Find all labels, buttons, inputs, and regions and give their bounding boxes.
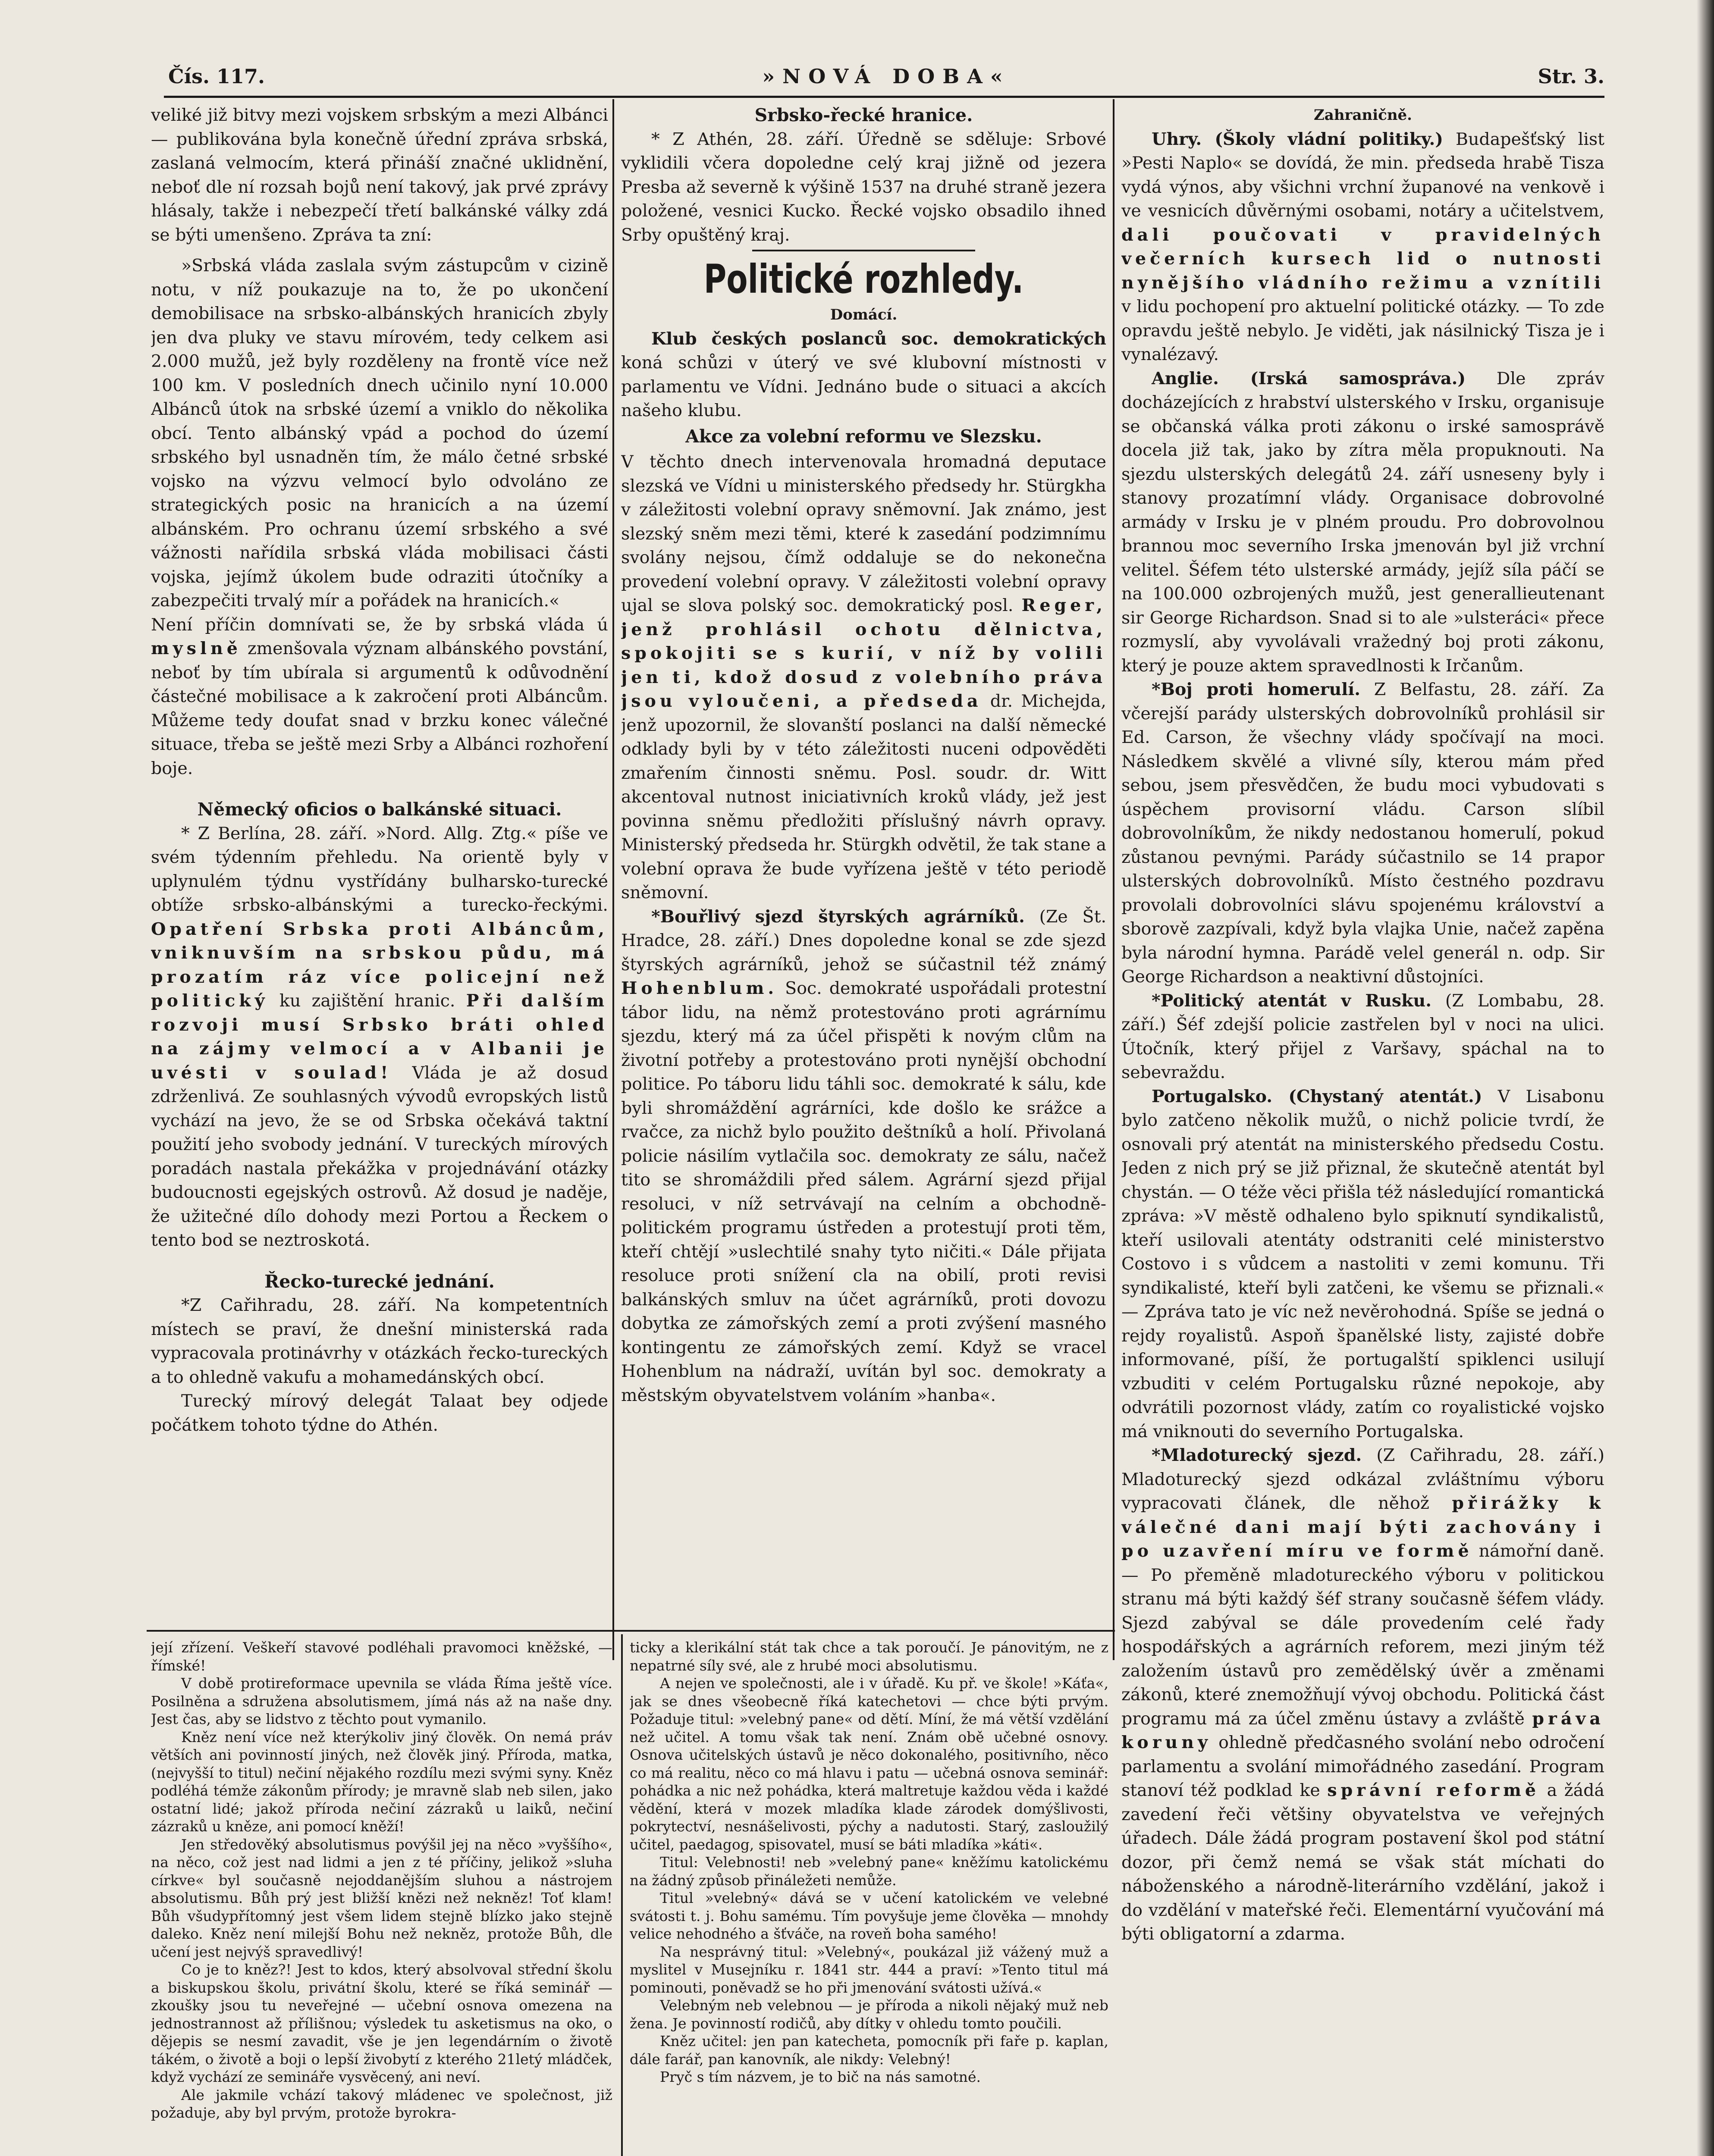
homerule-report xyxy=(1121,678,1604,989)
subsection-foreign: Zahraničně. xyxy=(1313,107,1413,124)
issue-number: Čís. 117. xyxy=(168,65,265,88)
portugal-text: V Lisabonu bylo zatčeno několik mužů, o nichž policie tvrdí, že osnovali prý atentát na ministerského předsedu Costu. Jeden z nich prý se již přiznal, že skutečně atentát byl chystán. — O téže věci přišla též následující romantická zpráva: »V městě odhaleno bylo spiknutí syndikalistů, kteří usilovali atentáty odstraniti celé ministerstvo Costovo i s vůdcem a nastoliti v zemi komunu. Tři syndikalisté, kteří byli zatčeni, ke všemu se přiznali.« — Zpráva tato je víc než nevěrohodná. Spíše se jedná o rejdy royalistů. Aspoň španělské listy, zajisté dobře informované, píší, že portugalští spiklenci usilují vzbuditi v celém Portugalsku různé nepokoje, aby odvrátili pozornost vlády, zatím co royalistické vojsko má vniknouti do severního Portugalska. xyxy=(1121,1086,1604,1442)
england-heading: Anglie. (Irská samospráva.) xyxy=(1152,368,1466,389)
talaat-report: Turecký mírový delegát Talaat bey odjede počátkem tohoto týdne do Athén. xyxy=(151,1391,608,1435)
feuilleton-r1: ticky a klerikální stát tak chce a tak poroučí. Je pánovitým, ne z nepatrné síly své, ale z hrubé moci absolutismu. xyxy=(630,1639,1108,1674)
silesia-report xyxy=(621,450,1106,905)
england-text: Dle zpráv docházejících z hrabství ulsterského v Irsku, organisuje se občanská válka proti zákonu o irské samosprávě docela již tak, jako by zítra měla propuknouti. Na sjezdu ulsterských delegátů 24. září usneseny byly i stanovy prozatímní vlády. Organisace dobrovolné armády v Irsku je v plném proudu. Pro dobrovolnou brannou moc severního Irska jmenován byl již vrchní velitel. Šéfem této ulsterské armády, jejíž síla páčí se na 100.000 ozbrojených mužů, jest generallieutenant sir George Richardson. Snad si to ale »ulsteráci« přece rozmyslí, aby vyvolávali vražedný boj proti zákonu, který je pouze aktem spravedlnosti k Irčanům. xyxy=(1121,368,1604,676)
club-heading: Klub českých poslanců soc. demokratických xyxy=(651,329,1106,349)
young-turk-text-4: a žádá zavedení řeči většiny obyvatelstva ve veřejných úřadech. Dále žádá program postavení škol pod státní dozor, při čemž nemá se však stát míchati do náboženského a národně-literárního vzdělání, jakož i do vzdělání v mateřské řeči. Elementární vyučování má býti obligatorní a zdarma. xyxy=(1121,1780,1604,1944)
commentary-start: Není příčin domnívati se, že by srbská vláda ú xyxy=(151,614,608,635)
england-report xyxy=(1121,367,1604,678)
subsection-domestic: Domácí. xyxy=(830,306,898,323)
feuilleton-p4: Jen středověký absolutismus povýšil jej na něco »vyššího«, na něco, což jest nad lidmi a jen z té příčiny, jelikož »sluha církve« byl současně nejoddanějším sluhou a nástrojem absolutismu. Bůh prý jest bližší knězi než nekněz! Toť klam! Bůh všudypřítomný jest všem lidem stejně blízko jako stejně daleko. Kněz není milejší Bohu než nekněz, protože Bůh, dle učení jest nejvýš spravedlivý! xyxy=(151,1836,612,1960)
feuilleton-p3: Kněz není více než kterýkoliv jiný člověk. On nemá práv větších ani povinností jiných, než člověk jiný. Příroda, matka, (nejvyšší to titul) nečiní nějakého rozdílu mezi svými syny. Kněz podléhá témže zákonům přírody; je mravně slab neb silen, jako ostatní lidé; jakož příroda nečiní zázraků u laiků, nečiní zázraků u kněze, ani pomocí kněží! xyxy=(151,1728,612,1835)
page-header xyxy=(168,65,1604,95)
hungary-emph: dali poučovati v pravidelných večerních kursech lid o nutnosti nynějšího vládního režimu a vznítili xyxy=(1121,225,1604,293)
agrarian-text-end: Soc. demokraté uspořádali protestní tábor lidu, na němž protestováno proti agrárnímu sjezdu, který má za účel přispěti k novým clům na životní potřeby a protestováno proti nynější obchodní politice. Po táboru lidu táhli soc. demokraté k sálu, kde byli shromáždění agrárníci, kde došlo ke srážce a rvačce, za nichž bylo použito deštníků a holí. Přivolaná policie násilím vytlačila soc. demokraty ze sálu, načež tito se shromáždili před sálem. Agrární sjezd přijal resoluci, v níž setrvávají na celním a obchodně-politickém programu ústředen a protestují proti těm, kteří chtějí »uslechtilé snahy tyto ničiti.« Dále přijata resoluce proti snížení cla na obilí, proti revisi balkánských smluv na účet agrárníků, proti dovozu dobytka ze zámořských zemí a proti zvýšení masného kontingentu ze zámořských zemí. Když se vracel Hohenblum na nádraží, uvítán byl soc. demokraty a městským obyvatelstvem voláním »hanba«. xyxy=(621,978,1106,1405)
young-turk-report xyxy=(1121,1444,1604,1946)
young-turk-emph-1: přirážky k válečné dani mají býti zachovány i po uzavření míru ve formě xyxy=(1121,1493,1604,1561)
berlin-report-end: Vláda je až dosud zdrženlivá. Ze souhlasných vývodů evropských listů vychází na jevo, že se od Srbska očekává taktní použití jeho svobody jednání. xyxy=(151,1062,608,1154)
feuilleton-p2: V době protireformace upevnila se vláda Říma ještě více. Posilněna a sdružena absolutismem, jímá nás až na naše dny. Jest čas, aby se lidstvo z těchto pout vymanilo. xyxy=(151,1675,612,1727)
heading-silesia-reform: Akce za volební reformu ve Slezsku. xyxy=(685,426,1042,447)
separator xyxy=(752,250,976,251)
agrarian-report xyxy=(621,905,1106,1408)
article-continuation: veliké již bitvy mezi vojskem srbským a mezi Albánci — publikována byla konečně úřední zpráva srbská, zaslaná velmocím, která přináší značné uklidnění, neboť dle ní rozsah bojů není takový, jak prvé zprávy hlásaly, takže i nebezpečí třetí balkánské války zdá se býti umenšeno. Zpráva ta zní: xyxy=(151,105,608,245)
section-title-political: Politické rozhledy. xyxy=(703,256,1024,302)
feuilleton-r8: Pryč s tím názvem, je to bič na nás samotné. xyxy=(660,2068,981,2085)
scan-edge-shadow xyxy=(1697,0,1714,2156)
column-rule-1 xyxy=(612,99,614,1660)
feuilleton-r2: A nejen ve společnosti, ale i v úřadě. Ku př. ve škole! »Káťa«, jak se dnes všeobecně říká katechetovi — chce býti prvým. Požaduje titul: »velebný pane« od dětí. Míní, že má větší vzdělání než učitel. A tomu však tak není. Znám obě učebné osnovy. Osnova učitelských ústavů je něco dokonalého, positivního, něco co má realitu, něco co má hlavu i patu — učebná osnova seminář: pohádka a nic než pohádka, která maltretuje každou věda i každé vědění, která v mozek mladíka klade zárodek domýšlivosti, pokrytectví, nesnášelivosti, pýchy a nadutosti. Starý, zasloužilý učitel, paedagog, spisovatel, musí se báti mladíka »káti«. xyxy=(630,1675,1108,1853)
portugal-heading: Portugalsko. (Chystaný atentát.) xyxy=(1152,1086,1482,1106)
left-column xyxy=(151,103,608,1626)
club-report xyxy=(621,327,1106,423)
feuilleton-r7: Kněz učitel: jen pan katecheta, pomocník při faře p. kaplan, dále farář, pan kanovník, ale nikdy: Velebný! xyxy=(630,2033,1108,2068)
russia-report xyxy=(1121,989,1604,1085)
portugal-report xyxy=(1121,1085,1604,1444)
homerule-heading: *Boj proti homerulí. xyxy=(1152,680,1360,699)
feuilleton-p5: Co je to kněz?! Jest to kdos, který absolvoval střední školu a biskupskou školu, privátní školu, které se říká seminář — zkoušky jsou tu neveřejné — učební osnova omezena na jednostrannost až přílišnou; výsledek tu asketismus na oko, o dějepis se nesmí zavadit, vše je jen legendárním o životě tákém, o životě a boji o lepší živobytí z kterého 21letý mládček, když vychází ze semináře vysvěcený, ani neví. xyxy=(151,1961,612,2085)
heading-serbian-greek-border: Srbsko-řecké hranice. xyxy=(754,105,973,125)
young-turk-text-2: námořní daně. — Po přeměně mladotureckého výboru v politickou stranu má býti každý šéf strany současně šéfem vlády. Sjezd zabýval se dále provedením celé řady hospodářských a agrárních reforem, mezi jiným též založením ústavů pro zemědělský úvěr a změnami zákonů, které znemožňují vývoj obchodu. Politická část programu má za účel změnu ústavy a zvláště xyxy=(1121,1541,1604,1729)
silesia-text-end: dr. Michejda, jenž upozornil, že slovanští poslanci na další německé odklady byli by v této záležitosti nuceni odpověděti zmařením činnosti sněmu. Posl. soudr. dr. Witt akcentoval nutnost iniciativních kroků vlády, jež jest povinna sněmu předložiti příslušný návrh opravy. Ministerský předseda hr. Stürgkh odvětil, že tak stane a volební oprava že bude vyřízena ještě v této periodě sněmovní. xyxy=(621,691,1106,903)
heading-german-official: Německý oficios o balkánské situaci. xyxy=(197,799,562,820)
heading-greek-turkish: Řecko-turecké jednání. xyxy=(264,1271,495,1292)
silesia-emph: Reger, jenž prohlásil ochotu dělnictva, spokojiti se s kurií, v níž by volili jen ti, kdož dosud z volebního práva jsou vyloučeni, a předseda xyxy=(621,595,1106,711)
agrarian-emph: Hohenblum. xyxy=(621,978,778,998)
silesia-text: V těchto dnech intervenovala hromadná deputace slezská ve Vídni u ministerského předsedy hr. Stürgkha v záležitosti volební opravy sněmovní. Jak známo, jest slezský sněm mezi těmi, které k zasedání podzimnímu svolány nejsou, čímž oddaluje se do nekonečna provedení volební opravy. V záležitosti volební opravy ujal se slova polský soc. demokratický posl. xyxy=(621,452,1106,615)
young-turk-emph-2: práva koruny xyxy=(1121,1708,1604,1752)
serbian-note: »Srbská vláda zaslala svým zástupcům v cizině notu, v níž poukazuje na to, že po ukončení demobilisace na srbsko-albánských hranicích zbyly jen dva pluky ve stavu mírovém, tedy celkem asi 2.000 mužů, jež byly rozděleny na frontě více než 100 km. V posledních dnech učinilo nyní 10.000 Albánců útok na srbské území a vniklo do několika obcí. Tento albánský vpád a pochod do území srbského byl usnadněn tím, že málo četné srbské vojsko na výzvu velmocí bylo odvoláno ze strategických posic na hranicích a na území albánském. Pro ochranu území srbského a své vážnosti nařídila srbská vláda mobilisaci části vojska, jejímž úkolem bude odraziti útočníky a zabezpečiti trvalý mír a pořádek na hranicích.« xyxy=(151,256,608,611)
young-turk-text-3: ohledně předčasného svolání nebo odročení parlamentu a svolání mimořádného zasedání. Program stanoví též podklad ke xyxy=(1121,1733,1604,1800)
young-turk-emph-3: správní reformě xyxy=(1327,1780,1540,1800)
agrarian-heading: *Bouřlivý sjezd štyrských agrárníků. xyxy=(651,906,1025,927)
commentary-emph: myslně xyxy=(151,639,242,658)
header-rule xyxy=(164,96,1604,98)
feuilleton-left xyxy=(151,1639,612,2156)
feuilleton-column-rule xyxy=(621,1634,623,2156)
feuilleton-p6: Ale jakmile vchází takový mládenec ve společnost, již požaduje, aby byl prvým, protože byrokra- xyxy=(151,2086,612,2121)
feuilleton-p1: její zřízení. Veškeří stavové podléhali pravomoci kněžské, — římské! xyxy=(151,1639,612,1674)
page-number: Str. 3. xyxy=(1538,65,1604,88)
feuilleton-r4: Titul »velebný« dává se v učení katolickém ve velebné svátosti t. j. Bohu samému. Tím povyšuje jeme člověka — mnohdy velice nehodného a šťváče, na roveň boha samého! xyxy=(630,1890,1108,1942)
commentary xyxy=(151,613,608,781)
middle-column xyxy=(621,103,1106,1626)
athens-report: * Z Athén, 28. září. Úředně se sděluje: Srbové vyklidili včera dopoledne celý kraj jižně od jezera Presba až severně k výšině 1537 na druhé straně jezera položené, vesnici Kucko. Řecké vojsko obsadilo ihned Srby opuštěný kraj. xyxy=(621,129,1106,245)
commentary-rest: zmenšovala význam albánského povstání, neboť by tím ubírala si argumentů k odůvodnění částečné mobilisace a k zakročení proti Albáncům. Můžeme tedy doufat snad v brzku konec válečné situace, třeba se ještě mezi Srby a Albánci rozhoření boje. xyxy=(151,639,608,778)
young-turk-heading: *Mladoturecký sjezd. xyxy=(1152,1445,1362,1465)
hungary-heading: Uhry. (Školy vládní politiky.) xyxy=(1152,129,1443,149)
berlin-report-islands: V tureckých mírových poradách nastala překážka v projednávání otázky budoucnosti egejských ostrovů. Až dosud je naděje, že užitečné dílo dohody mezi Portou a Řeckem o tento bod se neztroskotá. xyxy=(151,1134,608,1250)
club-text: koná schůzi v úterý ve své klubovní místnosti v parlamentu ve Vídni. Jednáno bude o situaci a akcích našeho klubu. xyxy=(621,353,1106,420)
berlin-report-mid: ku zajištění hranic. xyxy=(279,991,455,1011)
column-rule-2 xyxy=(1113,99,1114,1660)
agrarian-text: (Ze Št. Hradce, 28. září.) Dnes dopoledne konal se zde sjezd štyrských agrárníků, jehož se súčastnil též známý xyxy=(621,906,1106,975)
constantinople-report: *Z Cařihradu, 28. září. Na kompetentních místech se praví, že dnešní ministerská rada vypracovala protinávrhy v otázkách řecko-tureckých a to ohledně vakufu a mohamedánských obcí. xyxy=(151,1295,608,1387)
russia-heading: *Politický atentát v Rusku. xyxy=(1152,990,1431,1011)
right-column xyxy=(1121,103,1604,2156)
feuilleton-r5: Na nesprávný titul: »Velebný«, poukázal již vážený muž a myslitel v Musejníku r. 1841 str. 444 a praví: »Tento titul má pominouti, poněvadž se ho při jmenování svátosti užívá.« xyxy=(630,1943,1108,1996)
feuilleton-r3: Titul: Velebnosti! neb »velebný pane« kněžímu katolickému na žádný způsob přináležeti nemůže. xyxy=(630,1854,1108,1889)
hungary-text: Budapešťský list »Pesti Naplo« se dovídá, že min. předseda hrabě Tisza vydá výnos, aby všichni vrchní županové na venkově i ve vesnicích důvěrnými osobami, notáry a učitelstvem, xyxy=(1121,129,1604,221)
hungary-report xyxy=(1121,128,1604,367)
berlin-emph-2: Při dalším rozvoji musí Srbsko bráti ohled na zájmy velmocí a v Albanii je uvésti v soulad! xyxy=(151,991,608,1083)
berlin-emph-1: Opatření Srbska proti Albáncům, vniknuvším na srbskou půdu, má prozatím ráz více policejní než politický xyxy=(151,919,608,1011)
berlin-report-start: * Z Berlína, 28. září. »Nord. Allg. Ztg.« píše ve svém týdenním přehledu. Na orientě byly v uplynulém týdnu vystřídány bulharsko-turecké obtíže srbsko-albánskými a turecko-řeckými. xyxy=(151,823,608,915)
feuilleton-rule xyxy=(147,1630,1115,1632)
homerule-text: Z Belfastu, 28. září. Za včerejší parády ulsterských dobrovolníků prohlásil sir Ed. Carson, že všechny vlády spočívají na moci. Následkem skvělé a vlivné síly, kterou mám před sebou, jsem přesvědčen, že budu moci vybudovati s úspěchem provisorní vládu. Carson slíbil dobrovolníkům, že nikdy nedostanou homerulí, pokud zůstanou pevnými. Parády súčastnilo se 14 prapor ulsterských dobrovolníků. Místo čestného pozdravu provolali dobrovolníci slávu spojenému království a sborově zazpívali, když byla vlajka Unie, načež zapěna byla národní hymna. Parádě velel generál n. odp. Sir George Richardson a neaktivní důstojníci. xyxy=(1121,680,1604,987)
young-turk-text: (Z Cařihradu, 28. září.) Mladoturecký sjezd odkázal zvláštnímu výboru vypracovati článek, dle něhož xyxy=(1121,1445,1604,1513)
feuilleton-right xyxy=(630,1639,1108,2156)
berlin-report xyxy=(151,822,608,1253)
russia-text: (Z Lombabu, 28. září.) Šéf zdejší policie zastřelen byl v noci na ulici. Útočník, který přijel z Varšavy, spáchal na to sebevraždu. xyxy=(1121,990,1604,1082)
feuilleton-r6: Velebným neb velebnou — je příroda a nikoli nějaký muž neb žena. Je povinností rodičů, aby dítky v ohledu tomto poučili. xyxy=(630,1997,1108,2032)
masthead-title: »NOVÁ DOBA« xyxy=(762,65,1011,88)
hungary-text-end: v lidu pochopení pro aktuelní politické otázky. — To zde opravdu ještě nebylo. Je viděti, jak násilnický Tisza je i vynalézavý. xyxy=(1121,297,1604,364)
